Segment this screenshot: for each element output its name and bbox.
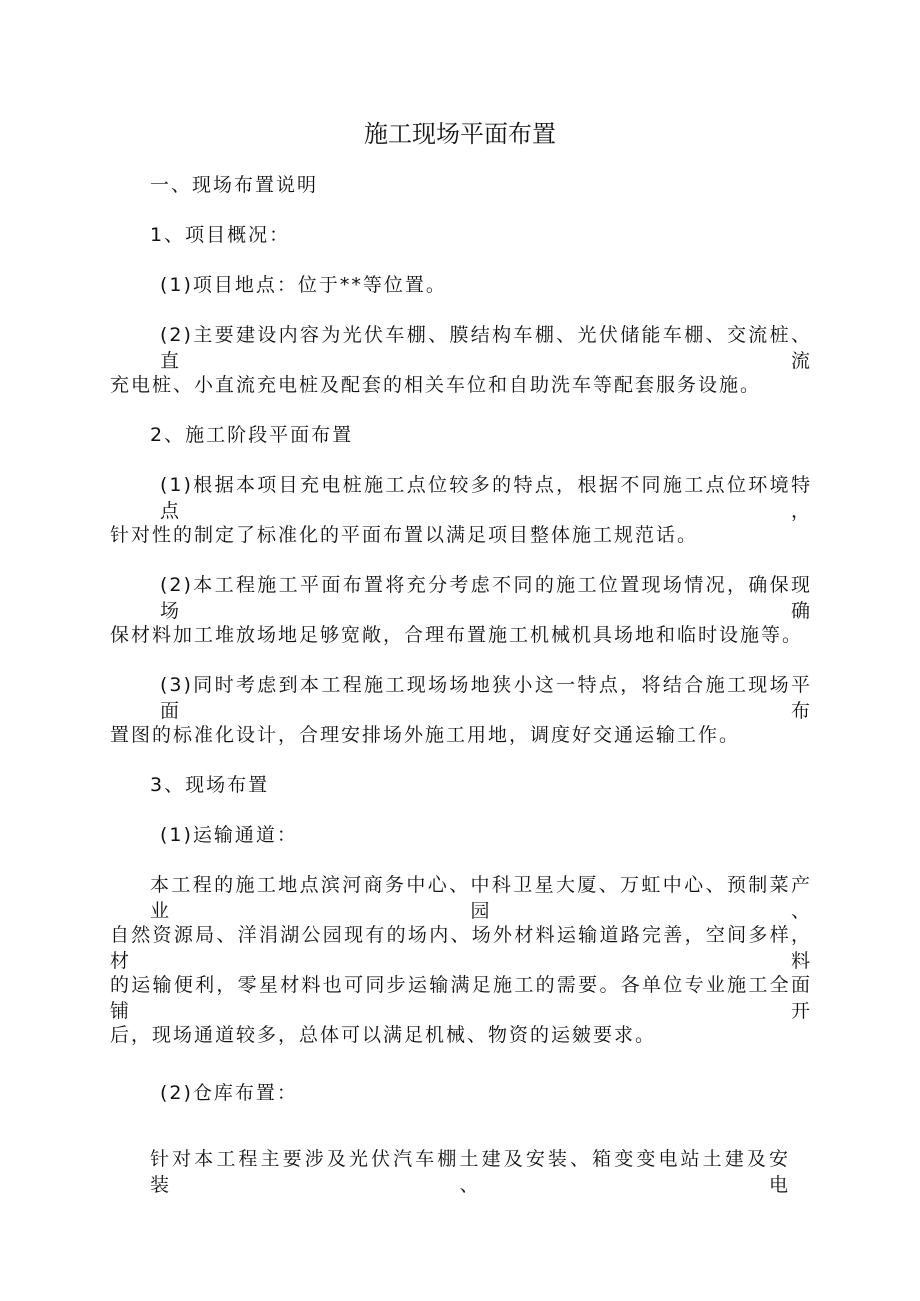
paragraph-line: (2)本工程施工平面布置将充分考虑不同的施工位置现场情况，确保现场确 (160, 574, 812, 622)
subsection-heading-1: 1、项目概况： (150, 224, 291, 246)
paragraph-line: (1)运输通道： (160, 824, 298, 846)
subsection-heading-2: 2、施工阶段平面布置 (150, 424, 354, 446)
paragraph-line: 保材料加工堆放场地足够宽敞，合理布置施工机械机具场地和临时设施等。 (110, 624, 804, 646)
paragraph-line: 充电桩、小直流充电桩及配套的相关车位和自助洗车等配套服务设施。 (110, 374, 762, 396)
subsection-heading-3: 3、现场布置 (150, 774, 270, 796)
page-title: 施工现场平面布置 (364, 120, 556, 148)
paragraph-line: (2)仓库布置： (160, 1082, 298, 1104)
paragraph-line: (1)项目地点：位于**等位置。 (160, 274, 447, 296)
paragraph-line: 置图的标准化设计，合理安排场外施工用地，调度好交通运输工作。 (110, 724, 741, 746)
paragraph-line: 后，现场通道较多，总体可以满足机械、物资的运皴要求。 (110, 1024, 657, 1046)
paragraph-line: 针对性的制定了标准化的平面布置以满足项目整体施工规范话。 (110, 524, 699, 546)
paragraph-line: (1)根据本项目充电桩施工点位较多的特点，根据不同施工点位环境特点， (160, 474, 812, 522)
paragraph-line: 自然资源局、洋涓湖公园现有的场内、场外材料运输道路完善，空间多样，材料 (110, 924, 812, 972)
paragraph-line: 的运输便利，零星材料也可同步运输满足施工的需要。各单位专业施工全面铺开 (110, 974, 812, 1022)
paragraph-line: (3)同时考虑到本工程施工现场场地狭小这一特点，将结合施工现场平面布 (160, 674, 812, 722)
section-heading-1: 一、现场布置说明 (150, 174, 319, 196)
paragraph-line: 本工程的施工地点滨河商务中心、中科卫星大厦、万虹中心、预制菜产业园、 (150, 874, 812, 922)
paragraph-line: 针对本工程主要涉及光伏汽车棚土建及安装、箱变变电站土建及安装、电 (150, 1148, 790, 1196)
paragraph-line: (2)主要建设内容为光伏车棚、膜结构车棚、光伏储能车棚、交流桩、直流 (160, 324, 812, 372)
